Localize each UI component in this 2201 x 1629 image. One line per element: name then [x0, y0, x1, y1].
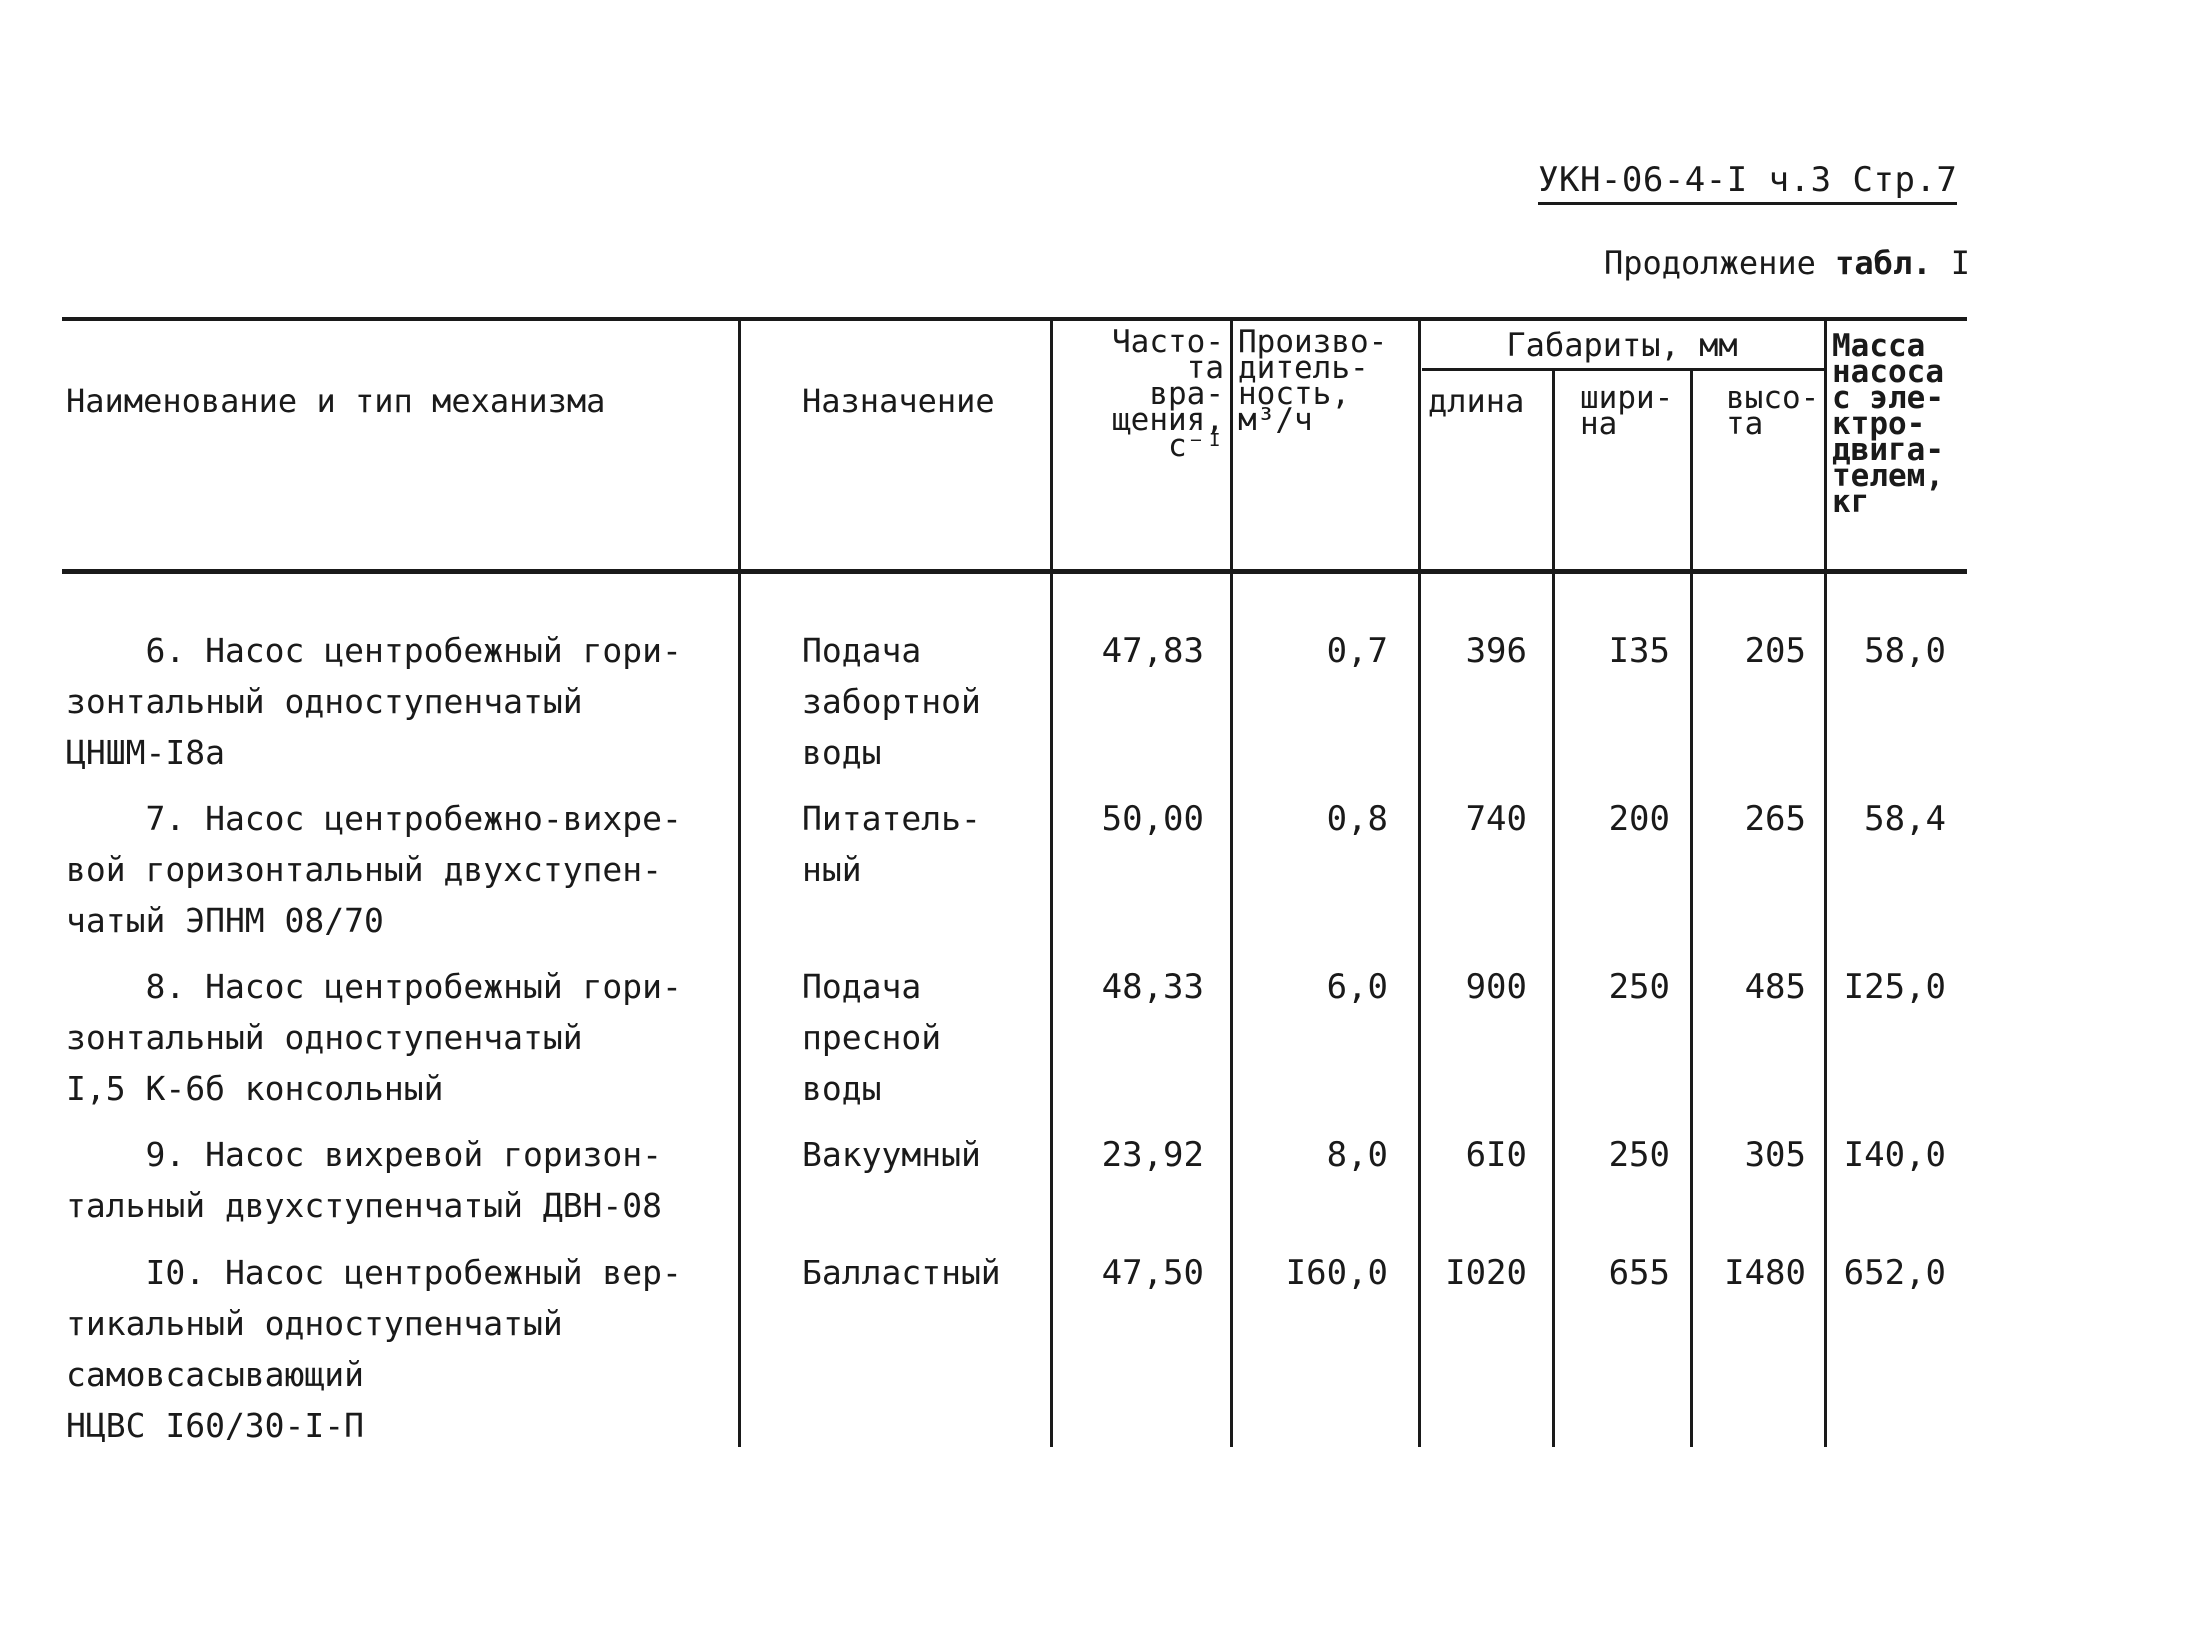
row-length: 900	[1465, 967, 1527, 1007]
table-top-rule	[62, 317, 1967, 321]
row-name: 7. Насос центробежно-вихре- вой горизонтальный двухступен- чатый ЭПНМ 08/70	[66, 799, 682, 940]
col-divider-6	[1690, 368, 1693, 1447]
row-length: 396	[1465, 631, 1527, 671]
row-length: 740	[1465, 799, 1527, 839]
row-length: I020	[1445, 1253, 1527, 1293]
row-purpose: Подача забортной воды	[802, 631, 981, 772]
col-divider-2	[1050, 317, 1053, 1447]
row-purpose: Вакуумный	[802, 1135, 981, 1174]
row-capacity: I60,0	[1285, 1253, 1388, 1293]
row-frequency: 23,92	[1101, 1135, 1204, 1175]
col-divider-7	[1824, 317, 1827, 1447]
table-caption	[1604, 244, 1970, 282]
row-mass: 58,0	[1864, 631, 1946, 671]
row-length: 6I0	[1465, 1135, 1527, 1175]
row-capacity: 0,7	[1326, 631, 1388, 671]
row-height: 485	[1744, 967, 1806, 1007]
header-length: длина	[1428, 382, 1525, 420]
row-frequency: 47,83	[1101, 631, 1204, 671]
row-height: 205	[1744, 631, 1806, 671]
row-width: 250	[1608, 967, 1670, 1007]
row-capacity: 8,0	[1326, 1135, 1388, 1175]
row-frequency: 48,33	[1101, 967, 1204, 1007]
row-name: I0. Насос центробежный вер- тикальный одноступенчатый самовсасывающий НЦВС I60/30-I-П	[66, 1253, 682, 1445]
row-width: I35	[1608, 631, 1670, 671]
row-purpose: Питатель- ный	[802, 799, 981, 889]
header-mass: Масса насоса с эле- ктро- двига- телем, кг	[1832, 328, 1944, 520]
header-height: высо- та	[1726, 380, 1820, 442]
row-width: 200	[1608, 799, 1670, 839]
row-mass: 652,0	[1843, 1253, 1946, 1293]
row-name: 9. Насос вихревой горизон- тальный двухступенчатый ДВН-08	[66, 1135, 663, 1225]
header-dimensions-group: Габариты, мм	[1506, 326, 1738, 364]
row-frequency: 50,00	[1101, 799, 1204, 839]
col-divider-4	[1418, 317, 1421, 1447]
header-capacity: Произво- дитель- ность, м³/ч	[1238, 324, 1388, 438]
row-width: 250	[1608, 1135, 1670, 1175]
page-header: УКН-06-4-I ч.3 Стр.7	[1538, 160, 1957, 205]
row-height: I480	[1724, 1253, 1806, 1293]
row-mass: I40,0	[1843, 1135, 1946, 1175]
col-divider-3	[1230, 317, 1233, 1447]
row-frequency: 47,50	[1101, 1253, 1204, 1293]
pump-table	[62, 317, 1967, 1447]
row-mass: I25,0	[1843, 967, 1946, 1007]
caption-bold: табл.	[1835, 244, 1932, 282]
caption-suffix: I	[1931, 244, 1970, 282]
row-height: 305	[1744, 1135, 1806, 1175]
row-width: 655	[1608, 1253, 1670, 1293]
row-purpose: Балластный	[802, 1253, 1001, 1292]
row-capacity: 0,8	[1326, 799, 1388, 839]
col-divider-1	[738, 317, 741, 1447]
row-capacity: 6,0	[1326, 967, 1388, 1007]
row-mass: 58,4	[1864, 799, 1946, 839]
row-name: 8. Насос центробежный гори- зонтальный одноступенчатый I,5 К-6б консольный	[66, 967, 682, 1108]
header-purpose: Назначение	[802, 382, 995, 420]
row-height: 265	[1744, 799, 1806, 839]
row-name: 6. Насос центробежный гори- зонтальный одноступенчатый ЦНШМ-I8а	[66, 631, 682, 772]
header-bottom-rule	[62, 569, 1967, 574]
header-width: шири- на	[1580, 380, 1674, 442]
header-frequency: Часто- та вра- щения, с⁻ᴵ	[1112, 324, 1224, 464]
dimensions-group-rule	[1422, 368, 1826, 371]
header-name: Наименование и тип механизма	[66, 382, 606, 420]
row-purpose: Подача пресной воды	[802, 967, 942, 1108]
caption-prefix: Продолжение	[1603, 244, 1836, 282]
col-divider-5	[1552, 368, 1555, 1447]
